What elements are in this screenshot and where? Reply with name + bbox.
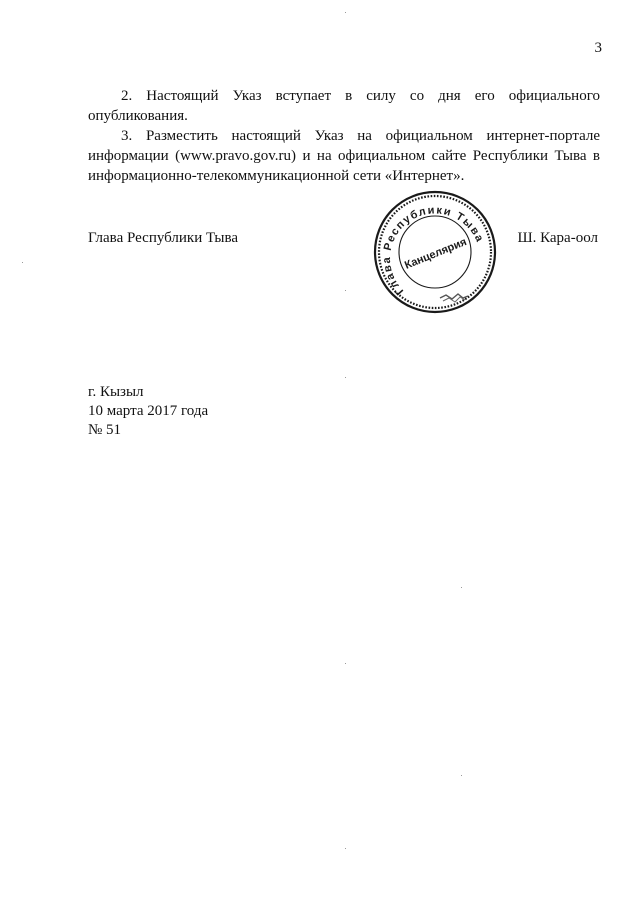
paragraph-entry-into-force: 2. Настоящий Указ вступает в силу со дня его официального опубликования.: [88, 88, 600, 124]
signer-position: Глава Республики Тыва: [88, 230, 239, 246]
place-date-number: [88, 383, 208, 440]
signer-name: Ш. Кара-оол: [517, 230, 598, 246]
page-number: 3: [594, 40, 602, 56]
decree-date: 10 марта 2017 года: [88, 403, 209, 419]
decree-body: [88, 86, 600, 186]
signature-block: [88, 230, 598, 250]
city: г. Кызыл: [88, 384, 144, 400]
official-seal-stamp: [370, 188, 500, 316]
stamp-outer-text: Глава Республики Тыва: [381, 204, 486, 298]
paragraph-publication: 3. Разместить настоящий Указ на официальном интернет-портале информации (www.pravo.gov.ru) и на официальном сайте Республики Тыва в информационно-телекоммуникационной сети «Интернет».: [88, 128, 600, 184]
decree-number: № 51: [88, 422, 122, 438]
stamp-center-text: Канцелярия: [402, 235, 469, 272]
